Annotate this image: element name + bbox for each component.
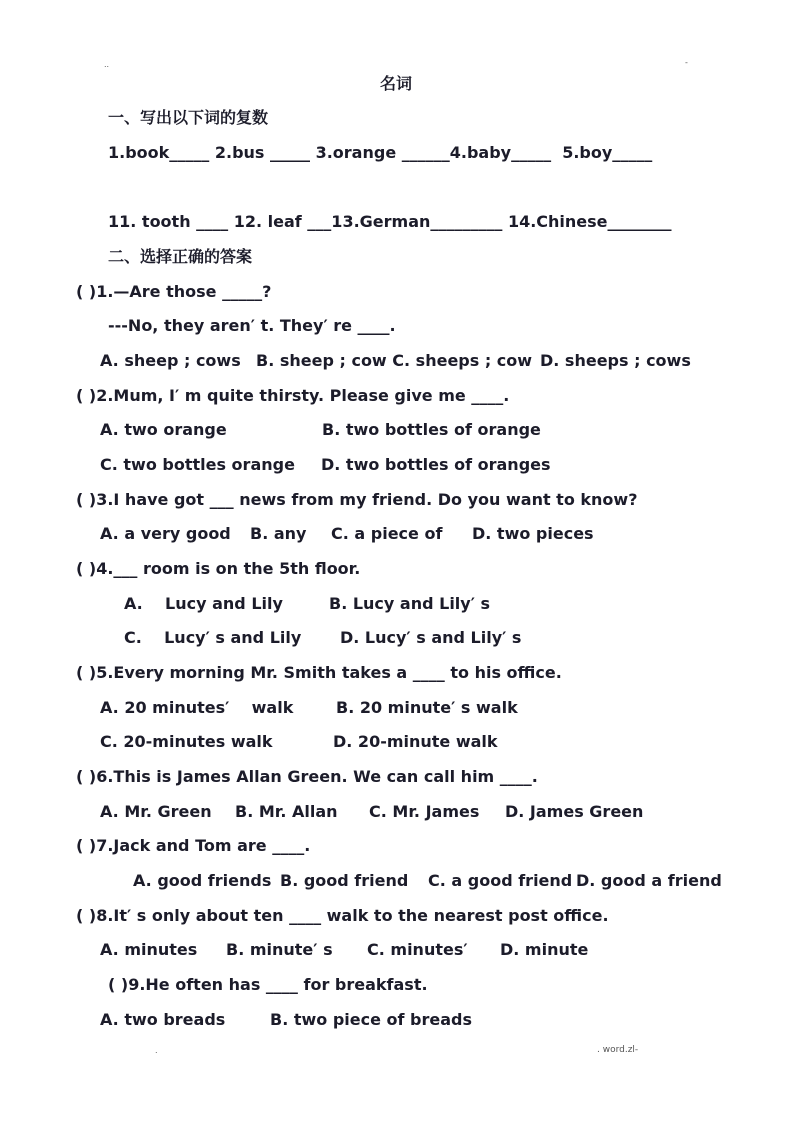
- q7-option-a: A. good friends: [133, 871, 272, 890]
- q2-option-a: A. two orange: [100, 420, 227, 439]
- q1-option-b: B. sheep ; cow C. sheeps ; cow: [256, 351, 533, 370]
- footer-watermark: . word.zl-: [597, 1045, 639, 1055]
- q8-option-c: C. minutes′: [367, 940, 468, 959]
- section1-row1: 1.book_____ 2.bus _____ 3.orange ______4.baby_____ 5.boy_____: [108, 143, 653, 162]
- q7-option-d: D. good a friend: [576, 871, 722, 890]
- q6-option-d: D. James Green: [505, 802, 644, 821]
- q6-option-c: C. Mr. James: [369, 802, 480, 821]
- q1-option-d: D. sheeps ; cows: [540, 351, 691, 370]
- q4-option-c: C. Lucy′ s and Lily: [124, 628, 302, 647]
- q8-option-b: B. minute′ s: [226, 940, 333, 959]
- q2-option-c: C. two bottles orange: [100, 455, 295, 474]
- section1-row2: 11. tooth ____ 12. leaf ___13.German_________ 14.Chinese________: [108, 212, 672, 231]
- q8-option-d: D. minute: [500, 940, 589, 959]
- q8-stem: ( )8.It′ s only about ten ____ walk to the nearest post office.: [76, 906, 609, 925]
- header-right-mark: -: [685, 58, 688, 67]
- q2-option-b: B. two bottles of orange: [322, 420, 541, 439]
- q2-stem: ( )2.Mum, I′ m quite thirsty. Please give me ____.: [76, 386, 510, 405]
- footer-left-mark: .: [155, 1046, 158, 1055]
- q9-option-b: B. two piece of breads: [270, 1010, 473, 1029]
- q5-option-d: D. 20-minute walk: [333, 732, 498, 751]
- q5-option-c: C. 20-minutes walk: [100, 732, 273, 751]
- q2-option-d: D. two bottles of oranges: [321, 455, 551, 474]
- q4-option-a: A. Lucy and Lily: [124, 594, 283, 613]
- q9-option-a: A. two breads: [100, 1010, 226, 1029]
- section2-heading: 二、选择正确的答案: [108, 247, 253, 266]
- q1-line2: ---No, they aren′ t. They′ re ____.: [108, 316, 396, 335]
- q6-stem: ( )6.This is James Allan Green. We can call him ____.: [76, 767, 538, 786]
- q7-stem: ( )7.Jack and Tom are ____.: [76, 836, 311, 855]
- q6-option-a: A. Mr. Green: [100, 802, 212, 821]
- q3-option-b: B. any: [250, 524, 307, 543]
- q7-option-c: C. a good friend: [428, 871, 573, 890]
- q1-stem: ( )1.—Are those _____?: [76, 282, 272, 301]
- q3-option-c: C. a piece of: [331, 524, 443, 543]
- q1-option-a: A. sheep ; cows: [100, 351, 241, 370]
- header-left-mark: ..: [104, 60, 110, 69]
- q4-stem: ( )4.___ room is on the 5th floor.: [76, 559, 361, 578]
- q4-option-b: B. Lucy and Lily′ s: [329, 594, 491, 613]
- q3-option-a: A. a very good: [100, 524, 231, 543]
- q3-option-d: D. two pieces: [472, 524, 594, 543]
- q5-option-b: B. 20 minute′ s walk: [336, 698, 518, 717]
- page-title: 名词: [380, 74, 413, 93]
- q3-stem: ( )3.I have got ___ news from my friend. Do you want to know?: [76, 490, 638, 509]
- q6-option-b: B. Mr. Allan: [235, 802, 338, 821]
- q4-option-d: D. Lucy′ s and Lily′ s: [340, 628, 522, 647]
- q5-option-a: A. 20 minutes′ walk: [100, 698, 294, 717]
- q8-option-a: A. minutes: [100, 940, 198, 959]
- q5-stem: ( )5.Every morning Mr. Smith takes a ____ to his office.: [76, 663, 562, 682]
- section1-heading: 一、写出以下词的复数: [108, 108, 269, 127]
- q7-option-b: B. good friend: [280, 871, 409, 890]
- q9-stem: ( )9.He often has ____ for breakfast.: [108, 975, 428, 994]
